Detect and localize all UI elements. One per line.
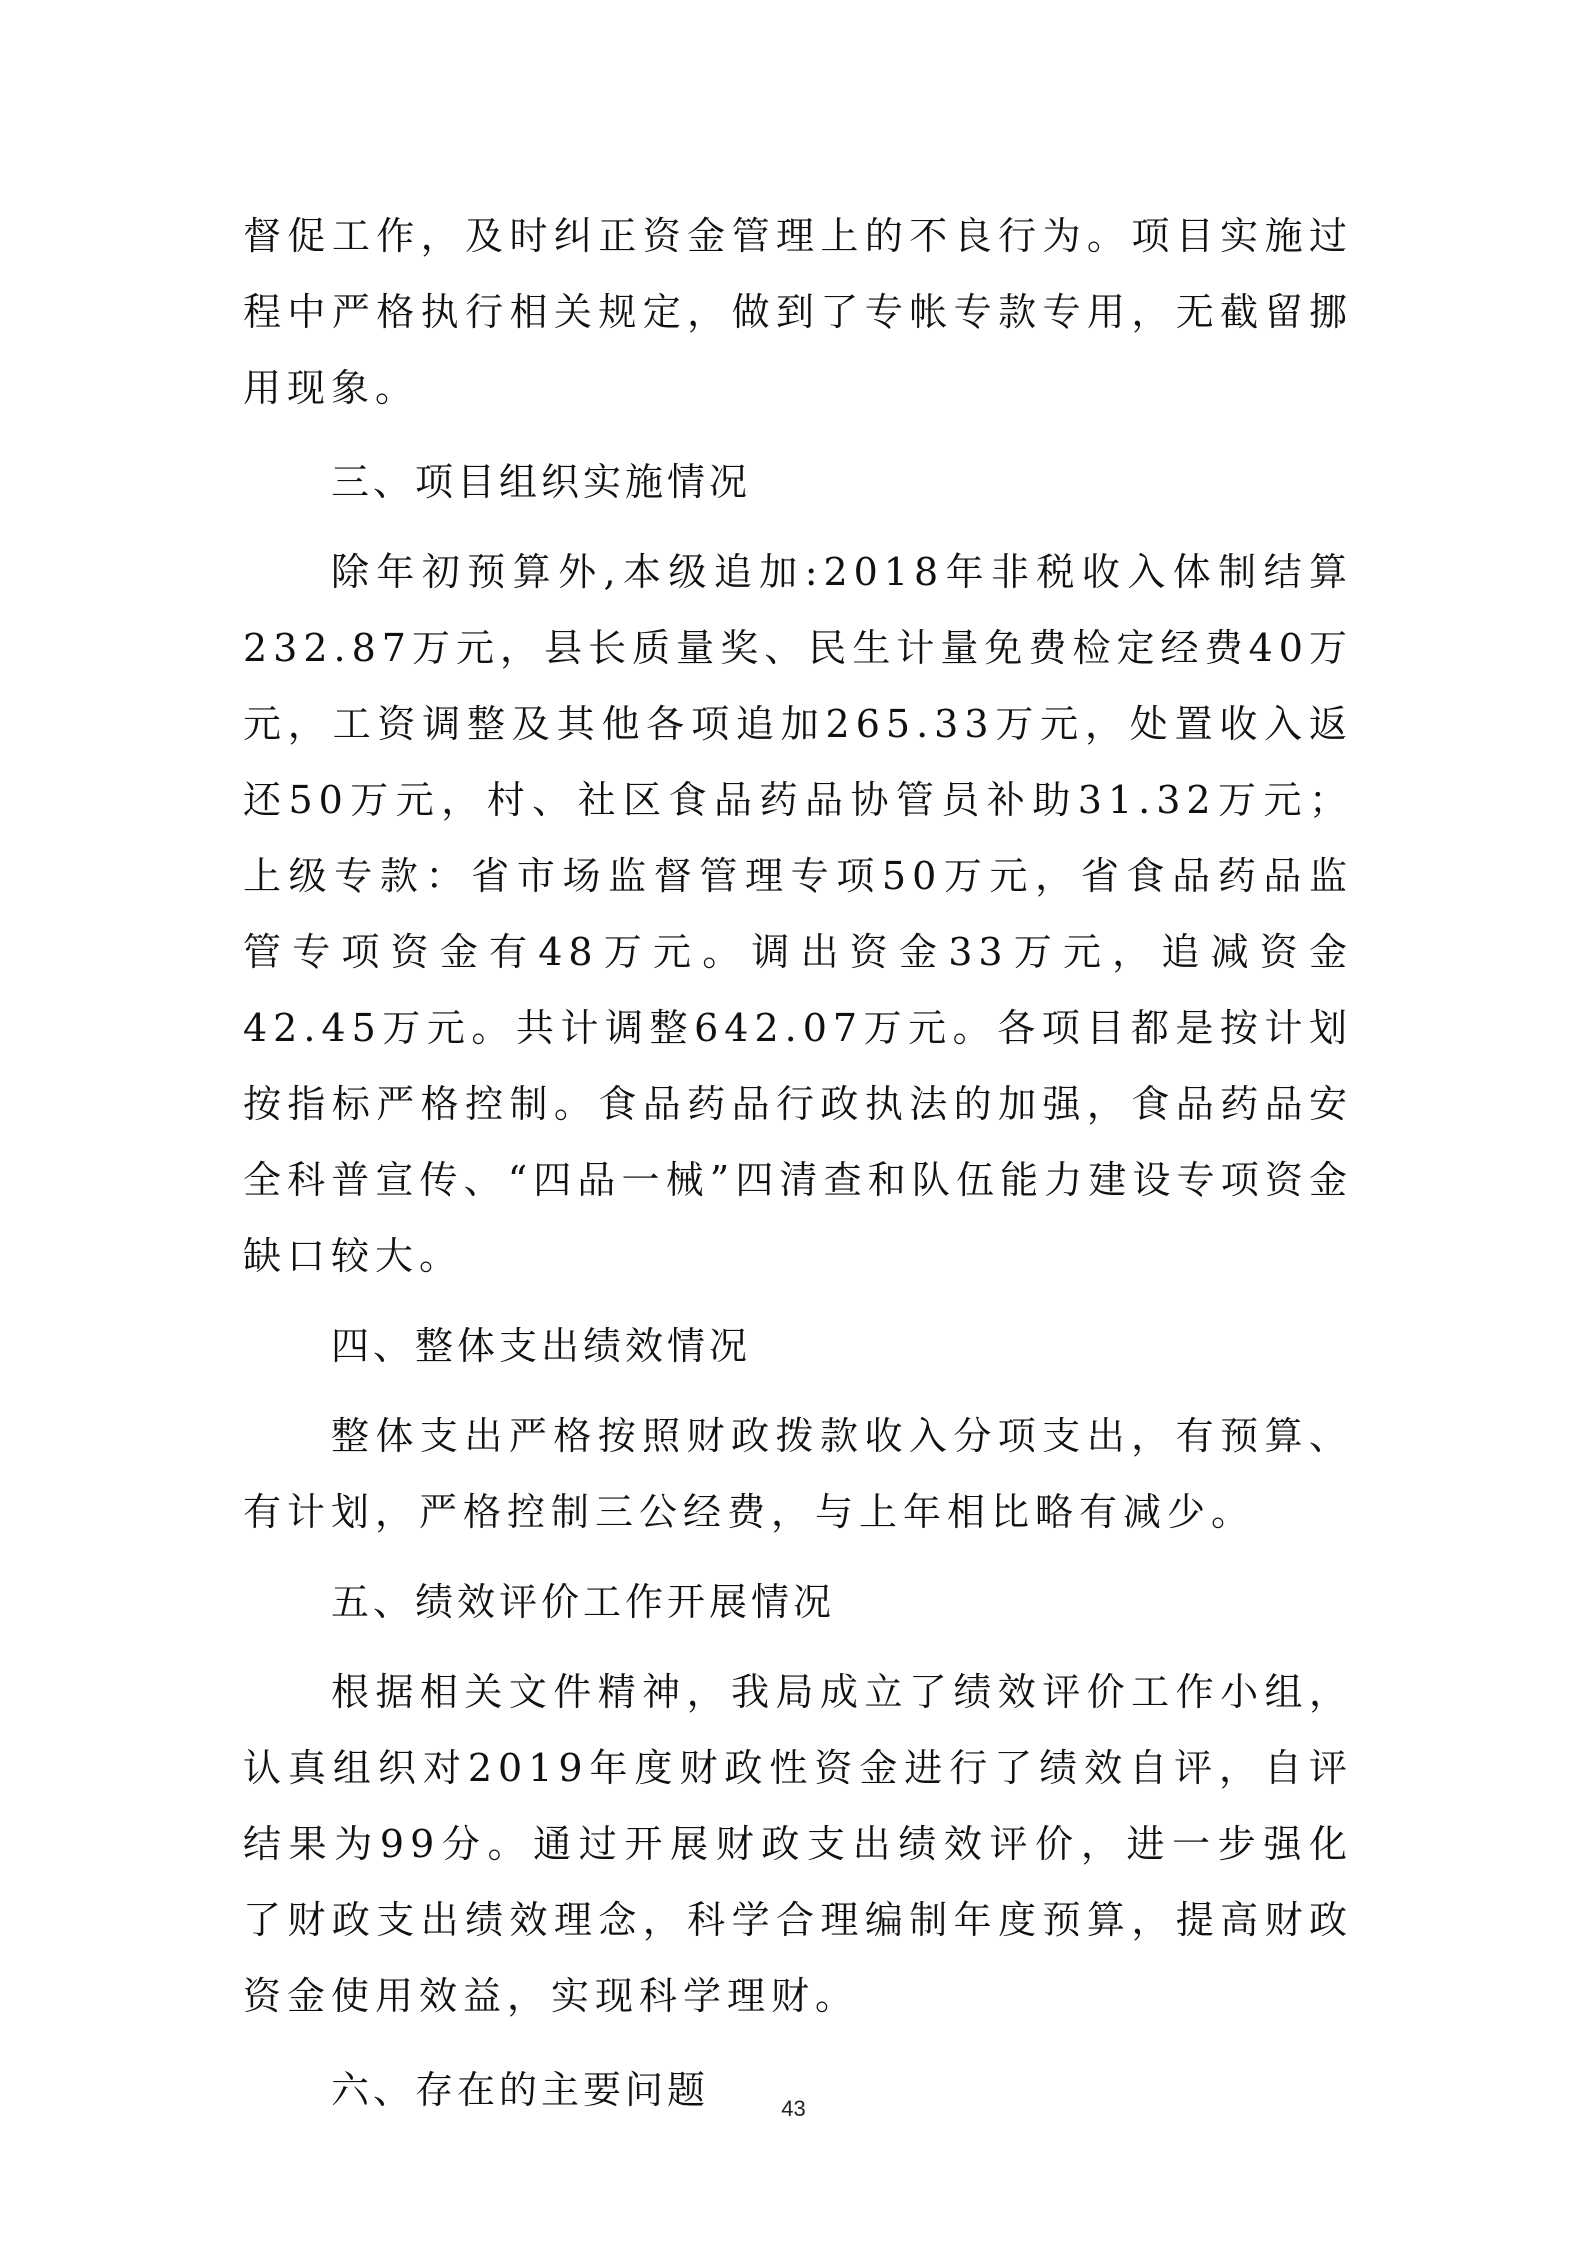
- paragraph-budget-adjustment: 除年初预算外,本级追加:2018年非税收入体制结算232.87万元，县长质量奖、民生计量免费检定经费40万元，工资调整及其他各项追加265.33万元，处置收入返还50万元，村、社区食品药品协管员补助31.32万元；上级专款：省市场监督管理专项50万元，省食品药品监管专项资金有48万元。调出资金33万元，追减资金42.45万元。共计调整642.07万元。各项目都是按计划按指标严格控制。食品药品行政执法的加强，食品药品安全科普宣传、“四品一械”四清查和队伍能力建设专项资金缺口较大。: [243, 550, 1353, 1278]
- document-body: [243, 198, 1353, 2128]
- section-heading-4: 四、整体支出绩效情况: [331, 1324, 752, 1368]
- section-heading-3: 三、项目组织实施情况: [331, 460, 752, 504]
- section-heading-5: 五、绩效评价工作开展情况: [331, 1580, 836, 1624]
- paragraph-evaluation-work: 根据相关文件精神，我局成立了绩效评价工作小组，认真组织对2019年度财政性资金进行了绩效自评，自评结果为99分。通过开展财政支出绩效评价，进一步强化了财政支出绩效理念，科学合理编制年度预算，提高财政资金使用效益，实现科学理财。: [243, 1670, 1353, 2018]
- paragraph-continued: 督促工作，及时纠正资金管理上的不良行为。项目实施过程中严格执行相关规定，做到了专帐专款专用，无截留挪用现象。: [243, 214, 1353, 410]
- page-number: 43: [781, 2096, 806, 2121]
- section-heading-6: 六、存在的主要问题: [331, 2068, 710, 2112]
- paragraph-overall-expenditure: 整体支出严格按照财政拨款收入分项支出，有预算、有计划，严格控制三公经费，与上年相比略有减少。: [243, 1414, 1353, 1534]
